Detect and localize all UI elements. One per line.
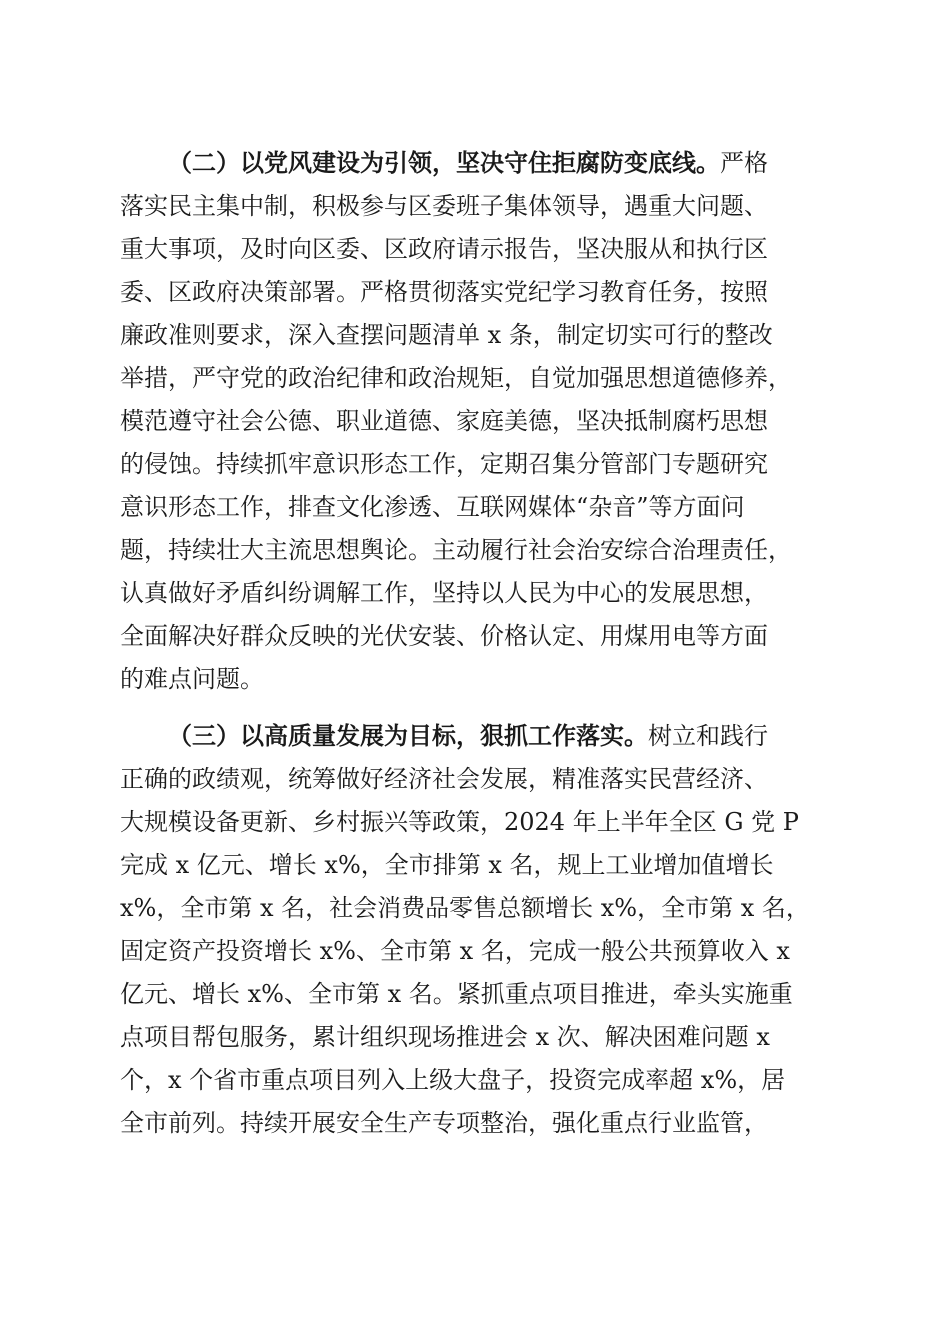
paragraph-2-line: 的侵蚀。持续抓牢意识形态工作，定期召集分管部门专题研究 [120,450,768,478]
paragraph-3-line: 个，x 个省市重点项目列入上级大盘子，投资完成率超 x%，居 [120,1066,786,1094]
paragraph-2-line: 题，持续壮大主流思想舆论。主动履行社会治安综合治理责任， [120,536,792,564]
paragraph-3-line: 固定资产投资增长 x%、全市第 x 名，完成一般公共预算收入 x [120,937,790,965]
paragraph-2-line-1-rest: 严格 [720,149,768,177]
paragraph-3-line: 完成 x 亿元、增长 x%，全市排第 x 名，规上工业增加值增长 [120,851,774,879]
paragraph-2-line: 模范遵守社会公德、职业道德、家庭美德，坚决抵制腐朽思想 [120,407,768,435]
paragraph-2-line: 全面解决好群众反映的光伏安装、价格认定、用煤用电等方面 [120,622,768,650]
paragraph-3-line-1 [168,719,768,753]
paragraph-3-line: 大规模设备更新、乡村振兴等政策，2024 年上半年全区 G 党 P [120,808,799,836]
paragraph-3-line-1-rest: 树立和践行 [648,722,768,750]
paragraph-3-line: 亿元、增长 x%、全市第 x 名。紧抓重点项目推进，牵头实施重 [120,980,793,1008]
paragraph-3-line: 正确的政绩观，统筹做好经济社会发展，精准落实民营经济、 [120,765,768,793]
paragraph-2-line: 意识形态工作，排查文化渗透、互联网媒体“杂音”等方面问 [120,493,745,521]
paragraph-2-line: 的难点问题。 [120,665,264,693]
paragraph-2-line: 落实民主集中制，积极参与区委班子集体领导，遇重大问题、 [120,192,768,220]
paragraph-2-line: 委、区政府决策部署。严格贯彻落实党纪学习教育任务，按照 [120,278,768,306]
paragraph-2-line: 举措，严守党的政治纪律和政治规矩，自觉加强思想道德修养， [120,364,792,392]
paragraph-2-line-1 [168,146,768,180]
paragraph-2-line: 廉政准则要求，深入查摆问题清单 x 条，制定切实可行的整改 [120,321,773,349]
paragraph-2-line: 重大事项，及时向区委、区政府请示报告，坚决服从和执行区 [120,235,768,263]
paragraph-2-line: 认真做好矛盾纠纷调解工作，坚持以人民为中心的发展思想， [120,579,768,607]
paragraph-3-line: 全市前列。持续开展安全生产专项整治，强化重点行业监管， [120,1109,768,1137]
paragraph-2-heading: （二）以党风建设为引领，坚决守住拒腐防变底线。 [168,148,720,177]
paragraph-3-heading: （三）以高质量发展为目标，狠抓工作落实。 [168,721,648,750]
paragraph-3-line: x%，全市第 x 名，社会消费品零售总额增长 x%，全市第 x 名， [120,894,810,922]
paragraph-3-line: 点项目帮包服务，累计组织现场推进会 x 次、解决困难问题 x [120,1023,770,1051]
